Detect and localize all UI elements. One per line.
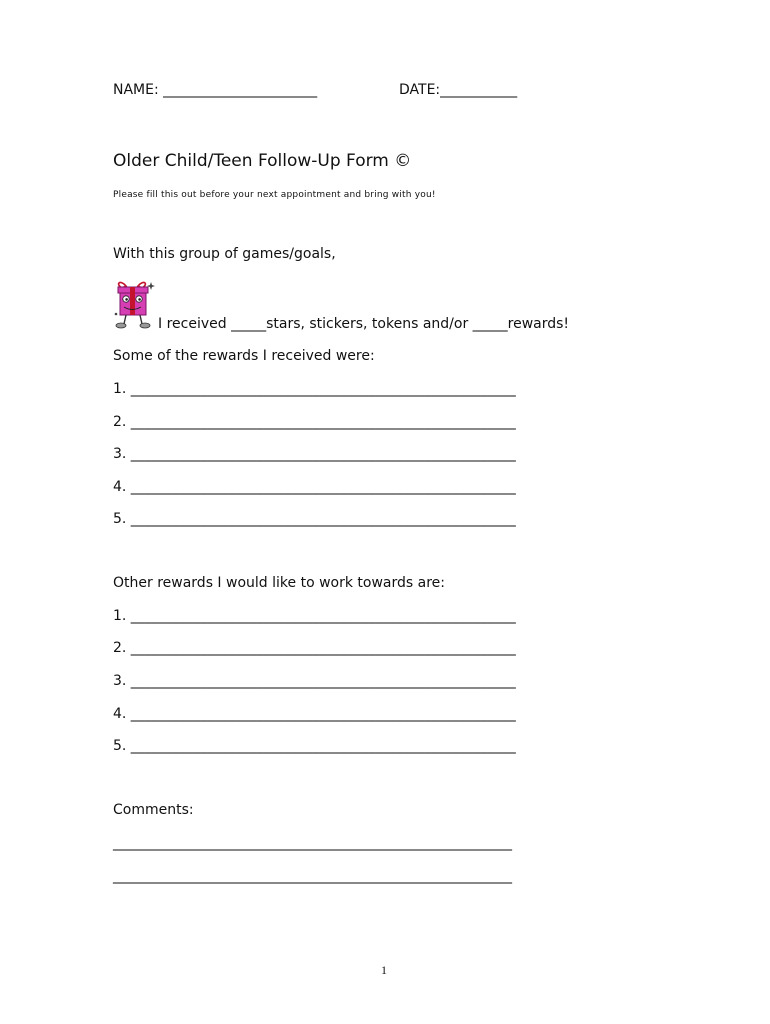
received-reward-line-4[interactable]: 4. _______________________________________________________ (113, 479, 516, 495)
received-reward-line-5[interactable]: 5. _______________________________________________________ (113, 511, 516, 527)
intro-text: With this group of games/goals, (113, 246, 336, 262)
received-rewards-heading: Some of the rewards I received were: (113, 348, 375, 364)
gift-box-character-icon (112, 278, 156, 332)
received-reward-line-2[interactable]: 2. _______________________________________________________ (113, 414, 516, 430)
other-reward-line-1[interactable]: 1. _______________________________________________________ (113, 608, 516, 624)
date-field-line[interactable]: DATE:___________ (399, 82, 518, 98)
other-rewards-heading: Other rewards I would like to work towards are: (113, 575, 445, 591)
received-count-line[interactable]: I received _____stars, stickers, tokens and/or _____rewards! (158, 316, 570, 332)
received-reward-line-3[interactable]: 3. _______________________________________________________ (113, 446, 516, 462)
name-field-line[interactable]: NAME: ______________________ (113, 82, 318, 98)
other-reward-line-5[interactable]: 5. _______________________________________________________ (113, 738, 516, 754)
other-reward-line-2[interactable]: 2. _______________________________________________________ (113, 640, 516, 656)
other-reward-line-3[interactable]: 3. _______________________________________________________ (113, 673, 516, 689)
page-number: 1 (381, 963, 387, 977)
comment-line-1[interactable]: _________________________________________________________ (113, 835, 512, 851)
received-reward-line-1[interactable]: 1. _______________________________________________________ (113, 381, 516, 397)
other-reward-line-4[interactable]: 4. _______________________________________________________ (113, 706, 516, 722)
form-instruction: Please fill this out before your next appointment and bring with you! (113, 190, 436, 200)
comments-label: Comments: (113, 802, 194, 818)
form-title: Older Child/Teen Follow-Up Form © (113, 151, 412, 171)
comment-line-2[interactable]: _________________________________________________________ (113, 868, 512, 884)
